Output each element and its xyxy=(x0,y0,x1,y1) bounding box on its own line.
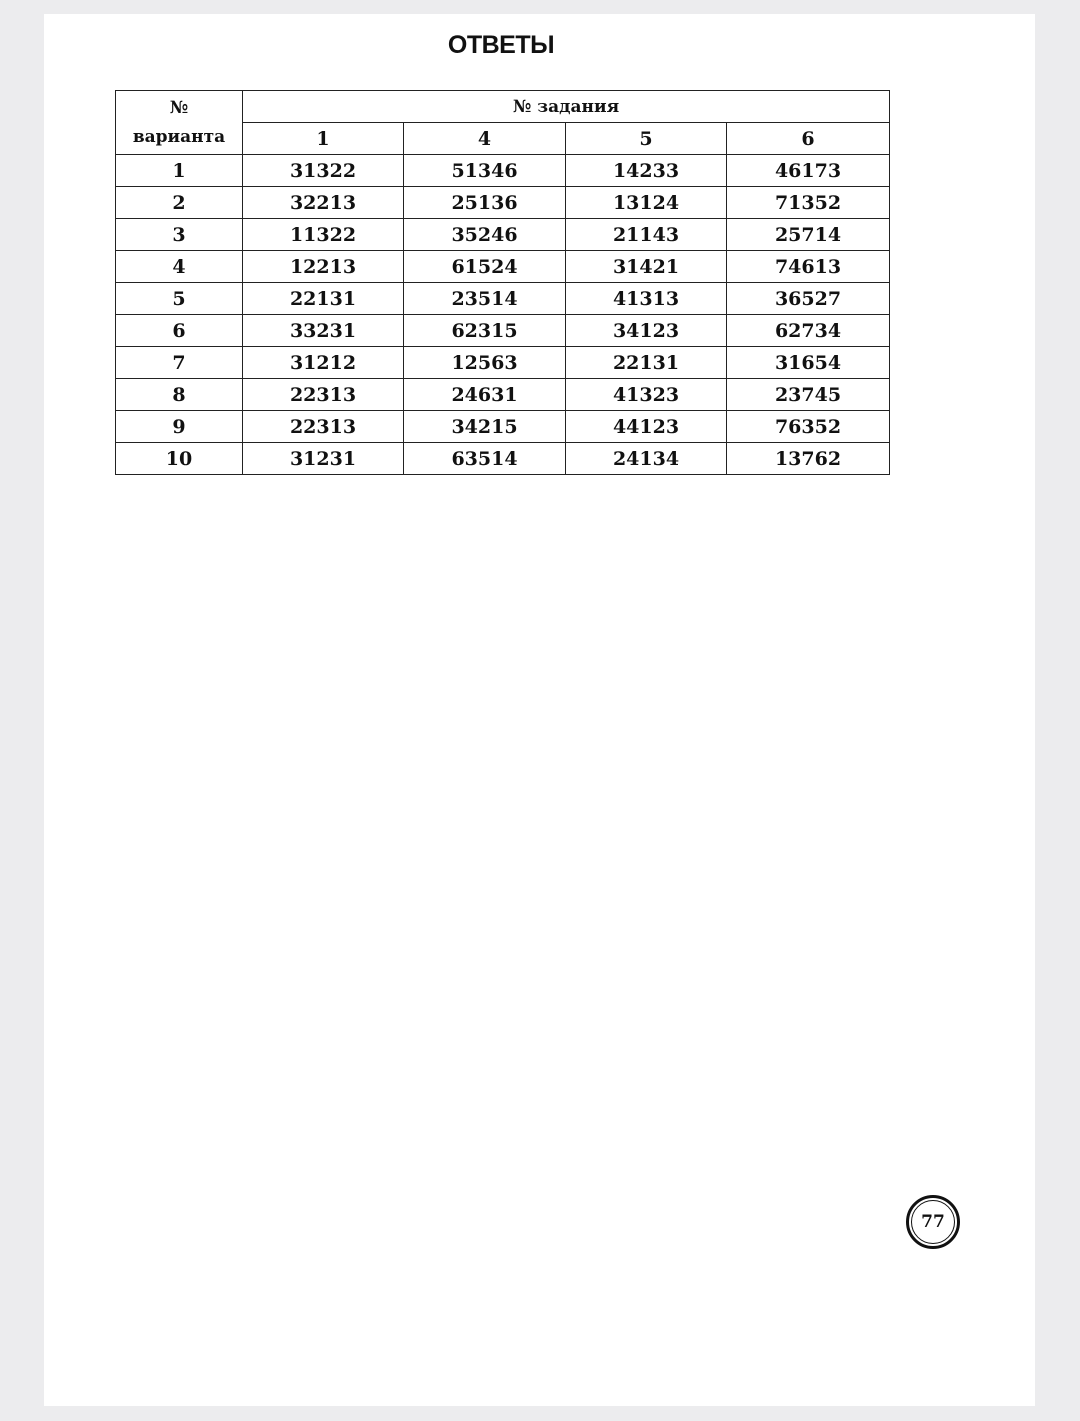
answer-cell: 22131 xyxy=(566,347,727,379)
variant-column-header xyxy=(116,91,243,155)
answer-cell: 25136 xyxy=(404,187,566,219)
variant-number-cell: 10 xyxy=(116,443,243,475)
answer-cell: 24134 xyxy=(566,443,727,475)
page-title: ОТВЕТЫ xyxy=(447,31,555,59)
answer-cell: 23745 xyxy=(727,379,890,411)
task-column-header: 5 xyxy=(566,123,727,155)
variant-number-cell: 9 xyxy=(116,411,243,443)
table-row xyxy=(116,283,890,315)
answer-cell: 62315 xyxy=(404,315,566,347)
header-row-1 xyxy=(116,91,890,123)
task-group-header: № задания xyxy=(243,91,890,123)
variant-number-cell: 6 xyxy=(116,315,243,347)
answer-cell: 32213 xyxy=(243,187,404,219)
answer-cell: 11322 xyxy=(243,219,404,251)
page-number-badge xyxy=(906,1195,960,1249)
answer-cell: 14233 xyxy=(566,155,727,187)
answer-cell: 62734 xyxy=(727,315,890,347)
answer-cell: 41323 xyxy=(566,379,727,411)
task-column-header: 4 xyxy=(404,123,566,155)
table-row xyxy=(116,187,890,219)
variant-number-cell: 8 xyxy=(116,379,243,411)
task-column-header: 6 xyxy=(727,123,890,155)
table-row xyxy=(116,315,890,347)
answers-table xyxy=(115,90,890,475)
answer-cell: 63514 xyxy=(404,443,566,475)
variant-number-cell: 1 xyxy=(116,155,243,187)
variant-number-cell: 3 xyxy=(116,219,243,251)
answer-cell: 34123 xyxy=(566,315,727,347)
answer-cell: 22313 xyxy=(243,411,404,443)
answer-cell: 35246 xyxy=(404,219,566,251)
variant-number-cell: 2 xyxy=(116,187,243,219)
task-column-header: 1 xyxy=(243,123,404,155)
answer-cell: 76352 xyxy=(727,411,890,443)
variant-header-symbol: № xyxy=(169,97,189,118)
table-row xyxy=(116,251,890,283)
answer-cell: 51346 xyxy=(404,155,566,187)
answer-cell: 13124 xyxy=(566,187,727,219)
table-row xyxy=(116,411,890,443)
answer-cell: 31231 xyxy=(243,443,404,475)
table-row xyxy=(116,219,890,251)
answer-cell: 21143 xyxy=(566,219,727,251)
answer-cell: 31421 xyxy=(566,251,727,283)
document-page xyxy=(44,14,1035,1406)
answers-table-body xyxy=(116,155,890,475)
answer-cell: 25714 xyxy=(727,219,890,251)
answer-cell: 22313 xyxy=(243,379,404,411)
answer-cell: 74613 xyxy=(727,251,890,283)
table-row xyxy=(116,155,890,187)
answer-cell: 71352 xyxy=(727,187,890,219)
variant-number-cell: 7 xyxy=(116,347,243,379)
variant-number-cell: 4 xyxy=(116,251,243,283)
page-number: 77 xyxy=(911,1200,955,1244)
answer-cell: 44123 xyxy=(566,411,727,443)
answer-cell: 41313 xyxy=(566,283,727,315)
answer-cell: 31212 xyxy=(243,347,404,379)
answer-cell: 23514 xyxy=(404,283,566,315)
answer-cell: 31322 xyxy=(243,155,404,187)
answer-cell: 36527 xyxy=(727,283,890,315)
answer-cell: 22131 xyxy=(243,283,404,315)
answer-cell: 12563 xyxy=(404,347,566,379)
answer-cell: 46173 xyxy=(727,155,890,187)
table-row xyxy=(116,379,890,411)
answer-cell: 12213 xyxy=(243,251,404,283)
answer-cell: 31654 xyxy=(727,347,890,379)
table-row xyxy=(116,347,890,379)
answer-cell: 61524 xyxy=(404,251,566,283)
answer-cell: 34215 xyxy=(404,411,566,443)
answer-cell: 13762 xyxy=(727,443,890,475)
answer-cell: 33231 xyxy=(243,315,404,347)
variant-number-cell: 5 xyxy=(116,283,243,315)
answer-cell: 24631 xyxy=(404,379,566,411)
table-row xyxy=(116,443,890,475)
variant-header-label: варианта xyxy=(132,126,226,147)
